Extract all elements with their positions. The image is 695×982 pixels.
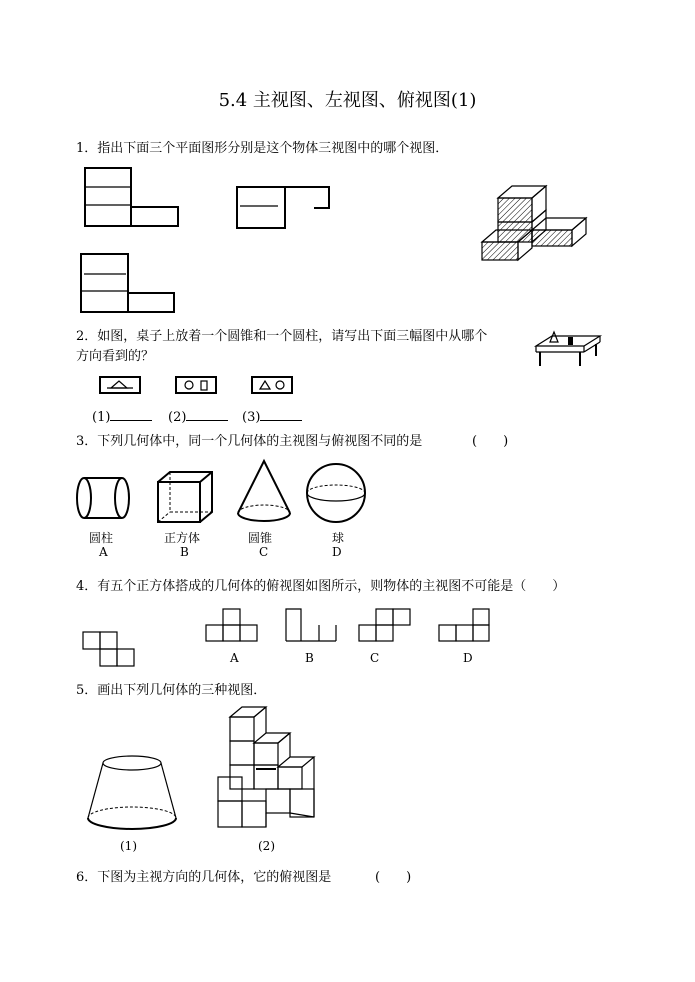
- q5-cube-stack-figure: [216, 705, 320, 831]
- answer-blank-line: [110, 408, 152, 421]
- q1-view-figure-c: [80, 253, 180, 315]
- q4-option-b-letter[interactable]: B: [305, 651, 314, 665]
- q3-option-a-name: 圆柱: [89, 531, 114, 545]
- answer-blank-line: [186, 408, 228, 421]
- q2-table-figure: [528, 328, 604, 372]
- q4-option-d-letter[interactable]: D: [463, 651, 473, 665]
- q2-view-1: [99, 376, 143, 396]
- question-3-text: 3．下列几何体中，同一个几何体的主视图与俯视图不同的是: [76, 434, 423, 449]
- question-3-answer-paren[interactable]: ( ): [472, 434, 509, 449]
- blank-label: (2): [168, 410, 187, 425]
- q4-option-c-letter[interactable]: C: [370, 651, 380, 665]
- q3-option-b-name: 正方体: [164, 531, 201, 545]
- q3-option-b-letter[interactable]: B: [180, 545, 189, 559]
- question-6-answer-paren[interactable]: ( ): [375, 870, 412, 885]
- q2-view-3: [251, 376, 295, 396]
- q5-label-1: (1): [120, 839, 137, 853]
- q3-option-c-name: 圆锥: [248, 531, 273, 545]
- q1-view-figure-b: [236, 186, 336, 231]
- question-4-text: 4．有五个正方体搭成的几何体的俯视图如图所示，则物体的主视图不可能是（ ）: [76, 579, 566, 594]
- q2-blank-3[interactable]: [242, 408, 302, 428]
- page-title: 5.4 主视图、左视图、俯视图(1): [218, 90, 477, 111]
- q4-option-b-figure: [284, 608, 340, 644]
- q1-solid-object: [478, 184, 590, 264]
- blank-label: (3): [242, 410, 261, 425]
- q3-option-d-letter[interactable]: D: [332, 545, 342, 559]
- q3-option-d-name: 球: [332, 531, 345, 545]
- q2-view-2: [175, 376, 219, 396]
- q2-blank-2[interactable]: [168, 408, 228, 428]
- q3-cylinder: [76, 474, 132, 524]
- q3-option-a-letter[interactable]: A: [99, 545, 108, 559]
- answer-blank-line: [260, 408, 302, 421]
- question-1-text: 1．指出下面三个平面图形分别是这个物体三视图中的哪个视图．: [76, 141, 449, 156]
- q3-sphere: [305, 462, 369, 524]
- q4-option-a-letter[interactable]: A: [230, 651, 239, 665]
- q4-option-a-figure: [206, 608, 262, 644]
- q3-option-c-letter[interactable]: C: [259, 545, 269, 559]
- question-6-text: 6．下图为主视方向的几何体，它的俯视图是: [76, 870, 332, 885]
- q1-view-figure-a: [84, 167, 184, 229]
- q4-top-view: [82, 631, 138, 671]
- q4-option-d-figure: [439, 608, 495, 644]
- question-2-line2: 方向看到的？: [76, 349, 155, 364]
- blank-label: (1): [92, 410, 111, 425]
- q4-option-c-figure: [359, 608, 415, 644]
- q3-cone: [234, 459, 296, 525]
- q2-blank-1[interactable]: [92, 408, 152, 428]
- q5-label-2: (2): [258, 839, 275, 853]
- question-2-line1: 2．如图，桌子上放着一个圆锥和一个圆柱，请写出下面三幅图中从哪个: [76, 329, 488, 344]
- q3-cube: [156, 470, 216, 524]
- question-5-text: 5．画出下列几何体的三种视图．: [76, 683, 267, 698]
- q5-frustum-figure: [84, 754, 182, 834]
